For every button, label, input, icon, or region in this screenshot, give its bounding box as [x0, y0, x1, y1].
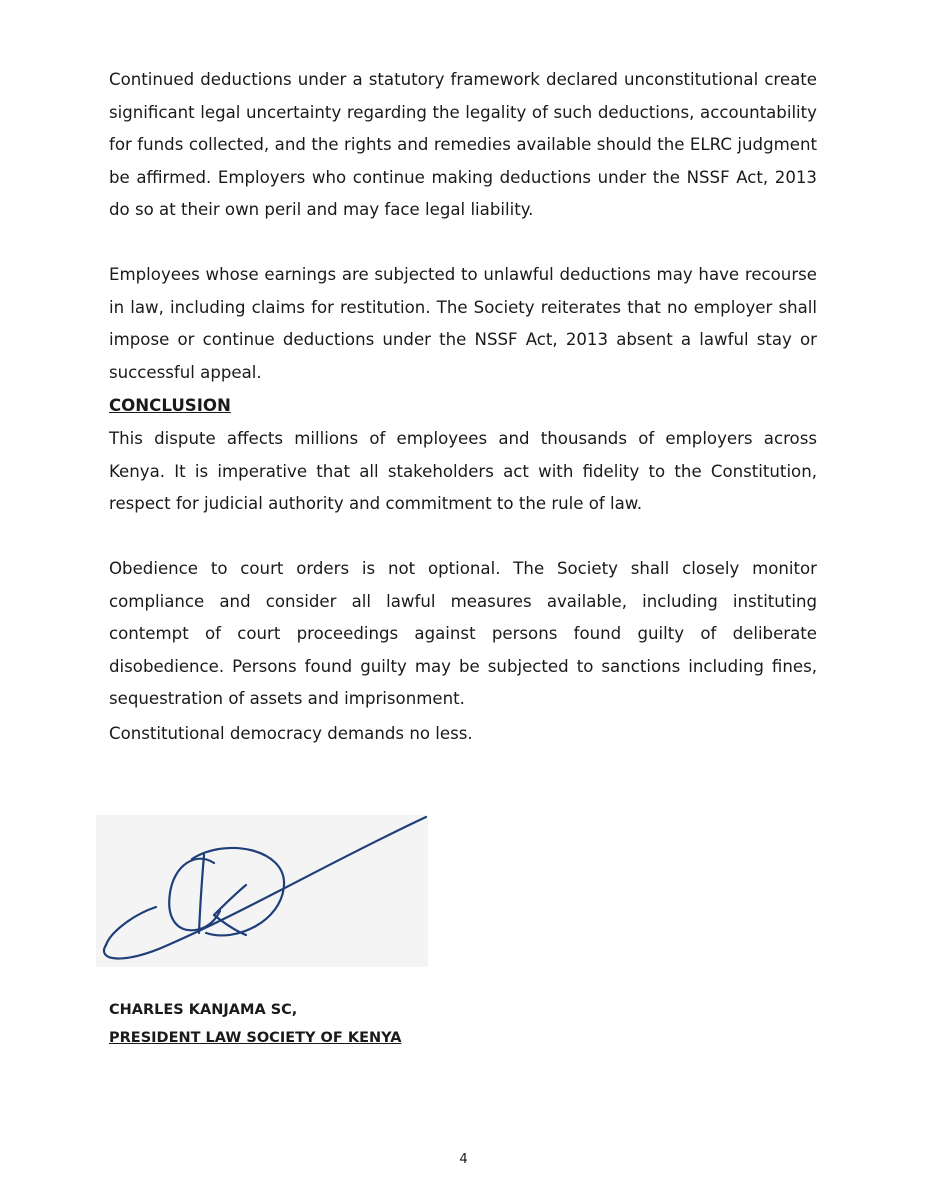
signatory-title: PRESIDENT LAW SOCIETY OF KENYA: [109, 1030, 402, 1046]
paragraph-court-orders: Obedience to court orders is not optional. The Society shall closely monitor compliance and consider all lawful measures available, including instituting contempt of court proceedings against persons found guilty of deliberate disobedience. Persons found guilty may be subjected to sanctions including fines, sequestration of assets and imprisonment.: [109, 559, 817, 709]
paragraph-dispute-impact: This dispute affects millions of employees and thousands of employers across Kenya. It is imperative that all stakeholders act with fidelity to the Constitution, respect for judicial authority and commitment to the rule of law.: [109, 429, 817, 514]
section-heading-conclusion: CONCLUSION: [109, 396, 231, 415]
page-number: 4: [459, 1152, 468, 1167]
signature-image: [96, 815, 428, 967]
signatory-name: CHARLES KANJAMA SC,: [109, 1002, 298, 1018]
paragraph-deductions-uncertainty: Continued deductions under a statutory framework declared unconstitutional create significant legal uncertainty regarding the legality of such deductions, accountability for funds collected, and the rights and remedies available should the ELRC judgment be affirmed. Employers who continue making deductions under the NSSF Act, 2013 do so at their own peril and may face legal liability.: [109, 70, 817, 220]
handwritten-signature-icon: [96, 815, 428, 967]
paragraph-employee-recourse: Employees whose earnings are subjected to unlawful deductions may have recourse in law, including claims for restitution. The Society reiterates that no employer shall impose or continue deductions under the NSSF Act, 2013 absent a lawful stay or successful appeal.: [109, 265, 817, 382]
paragraph-closing-statement: Constitutional democracy demands no less.: [109, 724, 473, 743]
